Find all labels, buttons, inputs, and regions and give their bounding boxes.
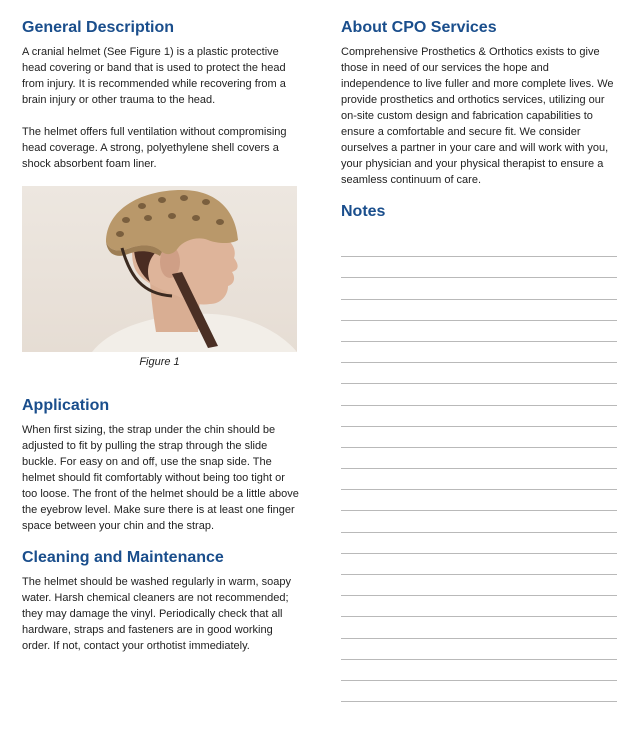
notes-line[interactable] (341, 342, 617, 363)
notes-line[interactable] (341, 554, 617, 575)
right-column (341, 18, 617, 702)
notes-line[interactable] (341, 448, 617, 469)
notes-line[interactable] (341, 639, 617, 660)
notes-heading: Notes (341, 203, 386, 220)
helmet-photo-icon (22, 186, 297, 352)
general-description-heading: General Description (22, 19, 175, 36)
notes-line[interactable] (341, 681, 617, 702)
notes-line[interactable] (341, 300, 617, 321)
notes-line[interactable] (341, 490, 617, 511)
notes-line[interactable] (341, 384, 617, 405)
notes-line[interactable] (341, 363, 617, 384)
notes-line[interactable] (341, 469, 617, 490)
notes-line[interactable] (341, 596, 617, 617)
about-heading: About CPO Services (341, 19, 497, 36)
notes-line[interactable] (341, 511, 617, 532)
application-text: When first sizing, the strap under the chin should be adjusted to fit by pulling the strap through the slide buckle. For easy on and off, use the snap side. The helmet should fit comfortably without being too tight or too loose. The front of the helmet should be a little above the eyebrow level. Make sure there is at least one finger space between your chin and the strap. (22, 424, 299, 532)
notes-line[interactable] (341, 575, 617, 596)
application-heading: Application (22, 397, 110, 414)
notes-line[interactable] (341, 236, 617, 257)
notes-line[interactable] (341, 617, 617, 638)
notes-line[interactable] (341, 278, 617, 299)
notes-line[interactable] (341, 321, 617, 342)
left-column (22, 18, 300, 654)
cleaning-heading: Cleaning and Maintenance (22, 549, 224, 566)
notes-line[interactable] (341, 257, 617, 278)
cleaning-text: The helmet should be washed regularly in warm, soapy water. Harsh chemical cleaners are not recommended; they may damage the vinyl. Periodically check that all hardware, straps and fasteners are in good working order. If not, contact your orthotist immediately. (22, 576, 292, 652)
notes-line[interactable] (341, 406, 617, 427)
general-description-para-2: The helmet offers full ventilation without compromising head coverage. A strong, polyethylene shell covers a shock absorbent foam liner. (22, 126, 287, 170)
general-description-para-1: A cranial helmet (See Figure 1) is a plastic protective head covering or band that is used to protect the head from injury. It is recommended while recovering from a brain injury or other trauma to the head. (22, 46, 286, 106)
helmet-figure (22, 186, 297, 352)
notes-line[interactable] (341, 427, 617, 448)
notes-area[interactable] (341, 236, 617, 702)
about-text: Comprehensive Prosthetics & Orthotics exists to give those in need of our services the hope and independence to live fuller and more complete lives. We provide prosthetics and orthotics services, utilizing our on-site custom design and fabrication capabilities to ensure a comfortable and secure fit. We consider ourselves a partner in your care and will work with you, your physician and your physical therapist to ensure a seamless continuum of care. (341, 46, 614, 186)
notes-line[interactable] (341, 660, 617, 681)
figure-caption: Figure 1 (139, 356, 180, 368)
notes-line[interactable] (341, 533, 617, 554)
